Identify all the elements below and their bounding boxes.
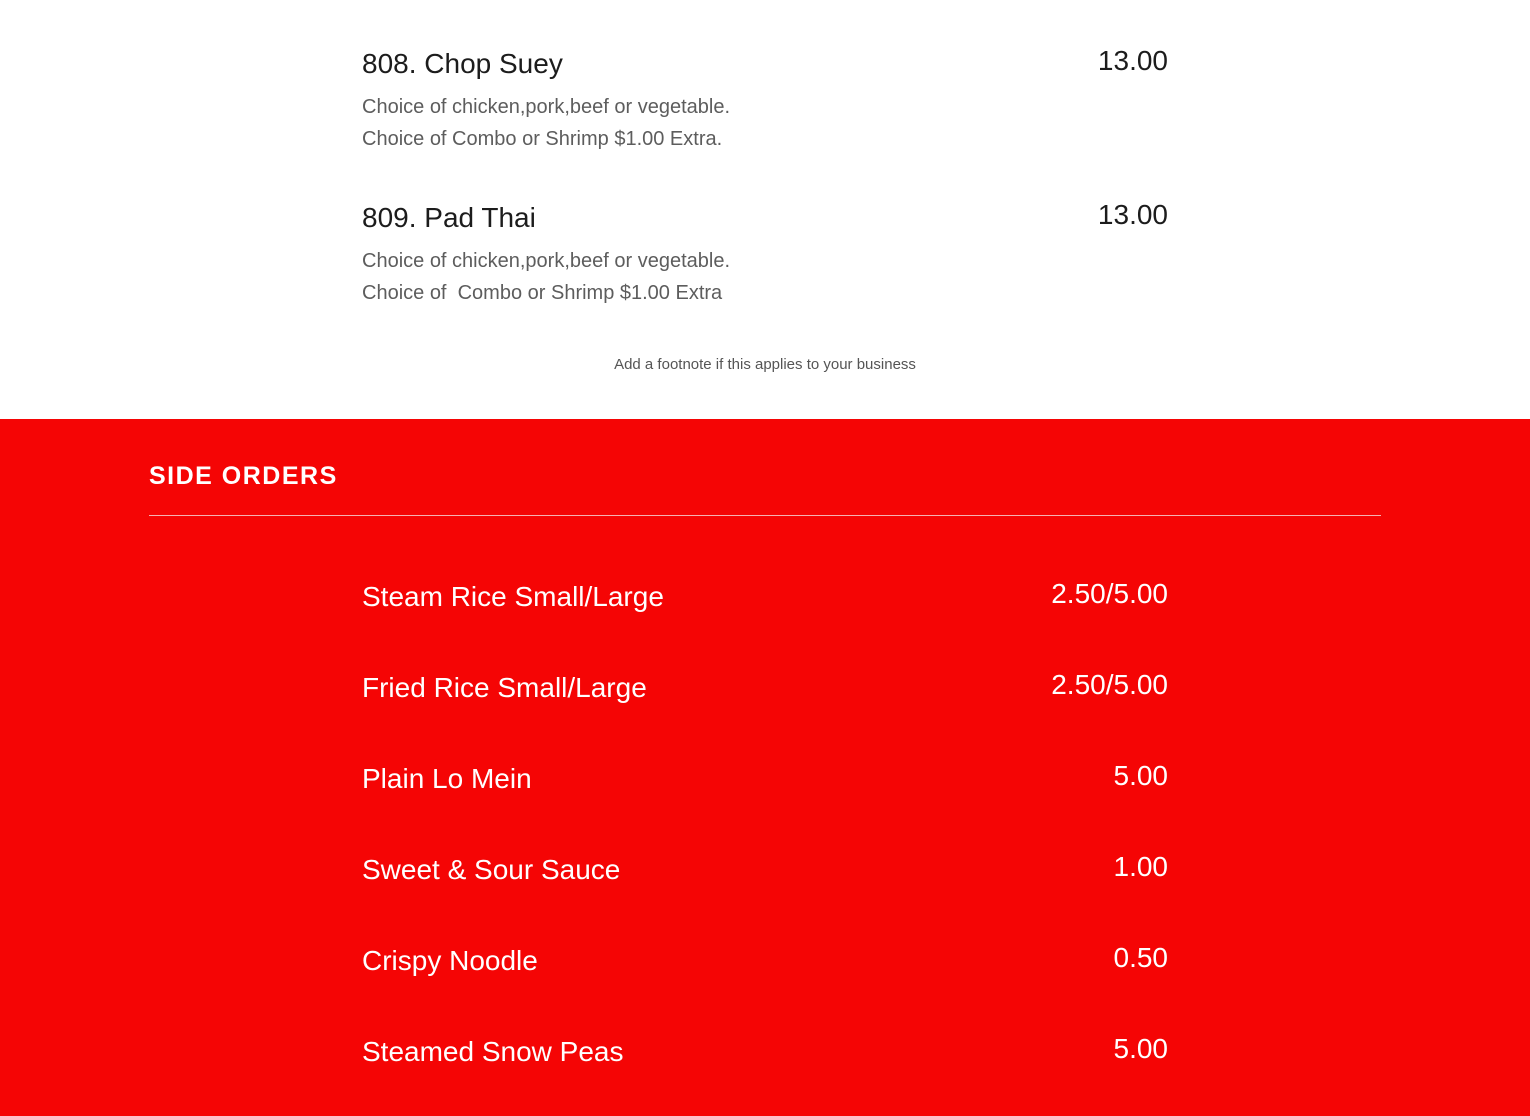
menu-item-description-line: Choice of chicken,pork,beef or vegetable. [362,96,730,118]
menu-item-price: 13.00 [1097,45,1168,76]
menu-item-name: 809. Pad Thai [362,202,536,233]
side-order-item [362,671,1168,711]
side-order-name: Steam Rice Small/Large [362,581,664,612]
side-order-price: 5.00 [1113,760,1168,791]
menu-item-price: 13.00 [1097,199,1168,230]
side-order-item [362,853,1168,893]
side-order-price: 5.00 [1113,1033,1168,1064]
side-order-price: 0.50 [1113,942,1168,973]
side-order-name: Fried Rice Small/Large [362,672,647,703]
menu-item-description [362,91,730,155]
section-title: SIDE ORDERS [149,462,338,490]
side-order-name: Plain Lo Mein [362,763,532,794]
menu-item-description [362,245,730,309]
side-order-item [362,944,1168,984]
side-order-price: 2.50/5.00 [1051,578,1168,609]
side-order-name: Crispy Noodle [362,945,538,976]
main-dishes-section [0,0,1530,418]
side-order-price: 2.50/5.00 [1051,669,1168,700]
side-order-item [362,1035,1168,1075]
side-order-name: Steamed Snow Peas [362,1036,624,1067]
side-order-item [362,762,1168,802]
menu-item-description-line: Choice of Combo or Shrimp $1.00 Extra. [362,128,723,150]
menu-item-name: 808. Chop Suey [362,48,563,79]
section-divider [149,515,1381,516]
side-order-item [362,580,1168,620]
menu-item-description-line: Choice of Combo or Shrimp $1.00 Extra [362,282,723,304]
menu-item-description-line: Choice of chicken,pork,beef or vegetable. [362,250,730,272]
menu-footnote: Add a footnote if this applies to your business [614,356,916,373]
side-orders-section [0,419,1530,1116]
side-order-name: Sweet & Sour Sauce [362,854,621,885]
side-order-price: 1.00 [1113,851,1168,882]
